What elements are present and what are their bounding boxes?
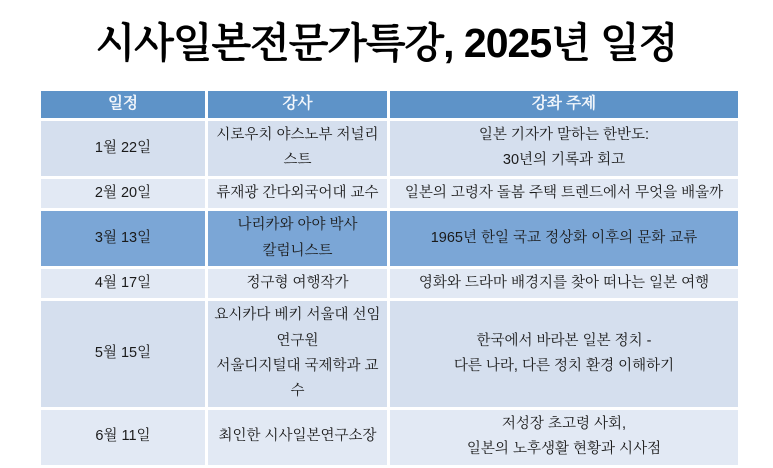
lecturer-cell <box>207 210 389 268</box>
topic-line: 일본의 노후생활 현황과 시사점 <box>466 441 662 458</box>
lecturer-line: 정구형 여행작가 <box>246 274 349 291</box>
topic-line: 일본 기자가 말하는 한반도: <box>478 127 650 143</box>
table-row <box>40 177 740 209</box>
table-row <box>40 267 740 299</box>
topic-line: 한국에서 바라본 일본 정치 - <box>476 332 652 349</box>
lecturer-line: 칼럼니스트 <box>262 242 333 259</box>
lecturer-cell <box>207 177 389 209</box>
lecturer-line: 류재광 간다외국어대 교수 <box>216 184 379 201</box>
date-cell: 6월 11일 <box>40 408 207 466</box>
page-title: 시사일본전문가특강, 2025년 일정 <box>95 20 678 66</box>
date-cell: 2월 20일 <box>40 177 207 209</box>
lecturer-line: 나리카와 아야 박사 <box>237 217 358 234</box>
lecturer-line: 시로우치 야스노부 저널리스트 <box>216 127 379 169</box>
topic-cell <box>389 210 740 268</box>
topic-line: 영화와 드라마 배경지를 찾아 떠나는 일본 여행 <box>418 274 710 291</box>
date-cell: 1월 22일 <box>40 120 207 178</box>
topic-line: 30년의 기록과 회고 <box>502 152 626 169</box>
topic-line: 1965년 한일 국교 정상화 이후의 문화 교류 <box>430 229 698 246</box>
topic-cell <box>389 267 740 299</box>
schedule-table <box>38 88 741 468</box>
lecturer-cell <box>207 120 389 178</box>
lecturer-cell <box>207 408 389 466</box>
topic-cell <box>389 300 740 409</box>
lecturer-cell <box>207 300 389 409</box>
date-cell: 4월 17일 <box>40 267 207 299</box>
topic-cell <box>389 177 740 209</box>
lecturer-cell <box>207 267 389 299</box>
table-row <box>40 408 740 466</box>
table-row <box>40 300 740 409</box>
topic-cell <box>389 408 740 466</box>
lecturer-line: 최인한 시사일본연구소장 <box>218 428 377 445</box>
lecturer-line: 서울디지털대 국제학과 교수 <box>216 358 379 400</box>
date-cell: 3월 13일 <box>40 210 207 268</box>
col-header-date: 일정 <box>40 90 207 120</box>
date-cell: 5월 15일 <box>40 300 207 409</box>
table-row <box>40 120 740 178</box>
col-header-lecturer: 강사 <box>207 90 389 120</box>
topic-line: 다른 나라, 다른 정치 환경 이해하기 <box>453 358 675 374</box>
lecturer-line: 요시카다 베키 서울대 선임 연구원 <box>214 307 381 349</box>
topic-line: 저성장 초고령 사회, <box>501 415 627 432</box>
col-header-topic: 강좌 주제 <box>389 90 740 120</box>
table-header-row <box>40 90 740 120</box>
table-row-highlighted <box>40 210 740 268</box>
topic-cell <box>389 120 740 178</box>
topic-line: 일본의 고령자 돌봄 주택 트렌드에서 무엇을 배울까 <box>404 184 724 201</box>
